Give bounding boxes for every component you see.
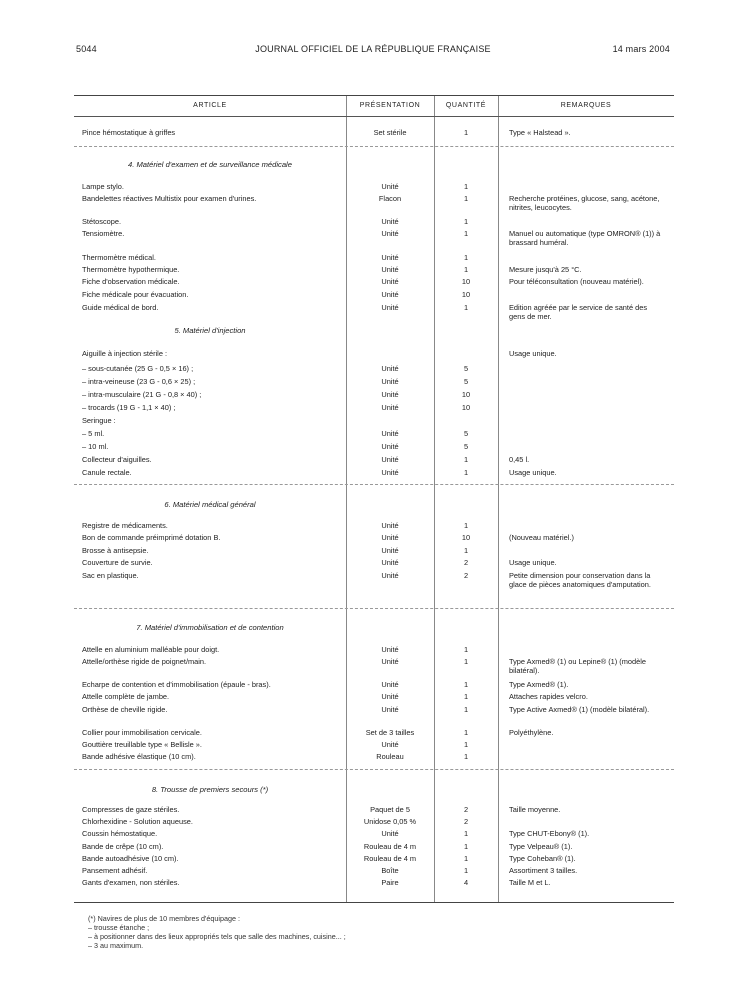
cell-article: Canule rectale. (82, 468, 132, 477)
cell-remarque: Polyéthylène. (509, 728, 554, 737)
cell-remarque: Attaches rapides velcro. (509, 692, 588, 701)
cell-remarque: Type Axmed® (1). (509, 680, 569, 689)
cell-quantite: 10 (461, 290, 471, 299)
cell-quantite: 1 (463, 265, 469, 274)
table-row (74, 705, 674, 717)
table-row (74, 728, 674, 740)
cell-article: Gouttière treuillable type « Bellisle ». (82, 740, 202, 749)
cell-quantite: 1 (463, 194, 469, 203)
cell-quantite: 1 (463, 680, 469, 689)
cell-article: Guide médical de bord. (82, 303, 159, 312)
table-row (74, 805, 674, 817)
cell-quantite: 1 (463, 866, 469, 875)
table-row (74, 429, 674, 441)
cell-presentation: Unité (381, 692, 399, 701)
cell-quantite: 2 (463, 817, 469, 826)
cell-presentation: Unité (381, 546, 399, 555)
cell-presentation: Unité (381, 253, 399, 262)
cell-article: Gants d'examen, non stériles. (82, 878, 180, 887)
cell-quantite: 1 (463, 740, 469, 749)
cell-article: Pince hémostatique à griffes (82, 128, 176, 137)
section-title: 6. Matériel médical général (164, 500, 256, 509)
cell-remarque: Type Axmed® (1) ou Lepine® (1) (modèle bilatéral). (509, 657, 647, 675)
cell-quantite: 10 (461, 403, 471, 412)
cell-remarque: Type Velpeau® (1). (509, 842, 573, 851)
section-rule (74, 146, 674, 147)
cell-quantite: 1 (463, 455, 469, 464)
cell-quantite: 5 (463, 442, 469, 451)
cell-article: Pansement adhésif. (82, 866, 148, 875)
cell-presentation: Boîte (381, 866, 399, 875)
table-row (74, 817, 674, 829)
section-rule (74, 608, 674, 609)
cell-quantite: 1 (463, 128, 469, 137)
table-row (74, 842, 674, 854)
cell-remarque: Mesure jusqu'à 25 °C. (509, 265, 582, 274)
cell-quantite: 1 (463, 229, 469, 238)
table-row (74, 533, 674, 545)
cell-quantite: 2 (463, 805, 469, 814)
cell-article: Attelle en aluminium malléable pour doigt. (82, 645, 220, 654)
cell-article: Couverture de survie. (82, 558, 153, 567)
cell-presentation: Unité (381, 217, 399, 226)
cell-article: Attelle complète de jambe. (82, 692, 170, 701)
section-rule (74, 484, 674, 485)
cell-quantite: 1 (463, 829, 469, 838)
cell-remarque: (Nouveau matériel.) (509, 533, 574, 542)
table-row (74, 521, 674, 533)
cell-quantite: 5 (463, 429, 469, 438)
cell-article: Bande autoadhésive (10 cm). (82, 854, 179, 863)
cell-presentation: Set de 3 tailles (365, 728, 415, 737)
cell-article: – intra-musculaire (21 G - 0,8 × 40) ; (82, 390, 202, 399)
table-row (74, 442, 674, 454)
cell-article: Fiche d'observation médicale. (82, 277, 180, 286)
cell-presentation: Unité (381, 277, 399, 286)
cell-presentation: Unité (381, 182, 399, 191)
table-row (74, 854, 674, 866)
table-row (74, 455, 674, 467)
table-row (74, 253, 674, 265)
column-header-article: ARTICLE (193, 102, 227, 109)
table-row (74, 265, 674, 277)
cell-presentation: Unité (381, 521, 399, 530)
cell-presentation: Unité (381, 290, 399, 299)
section-title: 7. Matériel d'immobilisation et de contention (136, 623, 284, 632)
cell-quantite: 5 (463, 377, 469, 386)
cell-remarque: Manuel ou automatique (type OMRON® (1)) à brassard huméral. (509, 229, 661, 247)
table-row (74, 571, 674, 589)
cell-article: Stétoscope. (82, 217, 122, 226)
table-row (74, 377, 674, 389)
section-title: 4. Matériel d'examen et de surveillance médicale (128, 160, 292, 169)
cell-presentation: Unité (381, 705, 399, 714)
column-header-remarques: REMARQUES (560, 102, 612, 109)
cell-article: – intra-veineuse (23 G - 0,6 × 25) ; (82, 377, 196, 386)
cell-remarque: Edition agréée par le service de santé des gens de mer. (509, 303, 648, 321)
cell-quantite: 1 (463, 842, 469, 851)
table-row (74, 364, 674, 376)
cell-presentation: Set stérile (373, 128, 407, 137)
cell-presentation: Unité (381, 442, 399, 451)
cell-remarque: Usage unique. (509, 558, 557, 567)
cell-article: Fiche médicale pour évacuation. (82, 290, 189, 299)
cell-presentation: Unité (381, 265, 399, 274)
cell-article: Seringue : (82, 416, 116, 425)
cell-remarque: Taille moyenne. (509, 805, 561, 814)
cell-presentation: Unité (381, 680, 399, 689)
table-row (74, 645, 674, 657)
table-row (74, 128, 674, 140)
cell-remarque: Type « Halstead ». (509, 128, 571, 137)
cell-remarque: Petite dimension pour conservation dans la glace de pièces anatomiques d'amputation. (509, 571, 651, 589)
cell-presentation: Unidose 0,05 % (363, 817, 417, 826)
cell-article: Brosse à antisepsie. (82, 546, 149, 555)
cell-presentation: Rouleau (376, 752, 404, 761)
table-row (74, 194, 674, 212)
footnote-line: – à positionner dans des lieux appropriés tels que salle des machines, cuisine... ; (88, 932, 346, 941)
table-row (74, 692, 674, 704)
cell-article: Thermomètre médical. (82, 253, 156, 262)
cell-article: – sous-cutanée (25 G - 0,5 × 16) ; (82, 364, 194, 373)
cell-presentation: Unité (381, 429, 399, 438)
cell-remarque: Taille M et L. (509, 878, 551, 887)
table-row (74, 416, 674, 428)
cell-quantite: 1 (463, 303, 469, 312)
cell-quantite: 2 (463, 558, 469, 567)
cell-quantite: 1 (463, 657, 469, 666)
cell-quantite: 1 (463, 728, 469, 737)
cell-article: Collier pour immobilisation cervicale. (82, 728, 202, 737)
cell-article: Compresses de gaze stériles. (82, 805, 180, 814)
table-row (74, 290, 674, 302)
page-header (76, 44, 670, 58)
cell-article: – 10 ml. (82, 442, 109, 451)
cell-article: Bandelettes réactives Multistix pour examen d'urines. (82, 194, 257, 203)
column-header-quantite: QUANTITÉ (445, 102, 487, 109)
cell-article: Attelle/orthèse rigide de poignet/main. (82, 657, 207, 666)
cell-remarque: Type Coheban® (1). (509, 854, 576, 863)
cell-article: Bande de crêpe (10 cm). (82, 842, 164, 851)
cell-presentation: Unité (381, 645, 399, 654)
cell-remarque: Assortiment 3 tailles. (509, 866, 578, 875)
column-header-presentation: PRÉSENTATION (359, 102, 421, 109)
table-row (74, 468, 674, 480)
table-row (74, 866, 674, 878)
cell-quantite: 1 (463, 854, 469, 863)
cell-article: Tensiomètre. (82, 229, 125, 238)
table-row (74, 752, 674, 764)
cell-presentation: Unité (381, 455, 399, 464)
table-row (74, 546, 674, 558)
table-row (74, 303, 674, 321)
cell-quantite: 1 (463, 521, 469, 530)
cell-remarque: 0,45 l. (509, 455, 530, 464)
table-row (74, 829, 674, 841)
table-row (74, 740, 674, 752)
cell-article: Orthèse de cheville rigide. (82, 705, 168, 714)
cell-presentation: Unité (381, 468, 399, 477)
table-row (74, 390, 674, 402)
cell-presentation: Unité (381, 571, 399, 580)
cell-presentation: Rouleau de 4 m (363, 854, 417, 863)
table-row (74, 182, 674, 194)
cell-quantite: 1 (463, 645, 469, 654)
cell-quantite: 1 (463, 705, 469, 714)
cell-quantite: 10 (461, 390, 471, 399)
cell-quantite: 1 (463, 217, 469, 226)
cell-presentation: Unité (381, 657, 399, 666)
table-row (74, 657, 674, 675)
table-row (74, 229, 674, 247)
cell-article: Lampe stylo. (82, 182, 124, 191)
cell-article: Collecteur d'aiguilles. (82, 455, 152, 464)
cell-remarque: Type CHUT-Ebony® (1). (509, 829, 590, 838)
cell-presentation: Unité (381, 377, 399, 386)
issue-date: 14 mars 2004 (612, 44, 670, 54)
table-row (74, 403, 674, 415)
cell-presentation: Unité (381, 364, 399, 373)
cell-quantite: 1 (463, 468, 469, 477)
cell-presentation: Unité (381, 403, 399, 412)
cell-presentation: Unité (381, 390, 399, 399)
page-number: 5044 (76, 44, 97, 54)
cell-quantite: 2 (463, 571, 469, 580)
cell-presentation: Unité (381, 533, 399, 542)
cell-presentation: Unité (381, 303, 399, 312)
cell-presentation: Paire (381, 878, 399, 887)
table-row (74, 349, 674, 361)
footnote-line: – 3 au maximum. (88, 941, 144, 950)
cell-quantite: 10 (461, 277, 471, 286)
cell-article: – trocards (19 G - 1,1 × 40) ; (82, 403, 176, 412)
cell-article: Thermomètre hypothermique. (82, 265, 180, 274)
cell-quantite: 10 (461, 533, 471, 542)
section-rule (74, 769, 674, 770)
table-row (74, 217, 674, 229)
cell-article: Sac en plastique. (82, 571, 139, 580)
cell-remarque: Pour téléconsultation (nouveau matériel). (509, 277, 644, 286)
table-row (74, 558, 674, 570)
cell-quantite: 1 (463, 253, 469, 262)
cell-article: Echarpe de contention et d'immobilisation (épaule - bras). (82, 680, 271, 689)
cell-remarque: Type Active Axmed® (1) (modèle bilatéral). (509, 705, 650, 714)
cell-quantite: 1 (463, 546, 469, 555)
header-rule (74, 116, 674, 117)
cell-quantite: 1 (463, 752, 469, 761)
cell-remarque: Usage unique. (509, 468, 557, 477)
cell-remarque: Recherche protéines, glucose, sang, acétone, nitrites, leucocytes. (509, 194, 660, 212)
cell-presentation: Unité (381, 558, 399, 567)
section-title: 5. Matériel d'injection (174, 326, 246, 335)
cell-quantite: 1 (463, 692, 469, 701)
cell-presentation: Unité (381, 829, 399, 838)
cell-article: Aiguille à injection stérile : (82, 349, 168, 358)
cell-quantite: 4 (463, 878, 469, 887)
footnote-line: (*) Navires de plus de 10 membres d'équipage : (88, 914, 240, 923)
cell-article: Bande adhésive élastique (10 cm). (82, 752, 196, 761)
cell-presentation: Rouleau de 4 m (363, 842, 417, 851)
cell-presentation: Unité (381, 740, 399, 749)
table-row (74, 878, 674, 890)
cell-article: Chlorhexidine - Solution aqueuse. (82, 817, 193, 826)
cell-article: – 5 ml. (82, 429, 105, 438)
section-title: 8. Trousse de premiers secours (*) (151, 785, 269, 794)
cell-presentation: Paquet de 5 (370, 805, 410, 814)
equipment-table (74, 95, 674, 903)
cell-presentation: Flacon (378, 194, 402, 203)
cell-article: Bon de commande préimprimé dotation B. (82, 533, 221, 542)
journal-title: JOURNAL OFFICIEL DE LA RÉPUBLIQUE FRANÇAISE (255, 44, 491, 54)
cell-presentation: Unité (381, 229, 399, 238)
cell-article: Registre de médicaments. (82, 521, 168, 530)
table-row (74, 680, 674, 692)
cell-remarque: Usage unique. (509, 349, 557, 358)
table-row (74, 277, 674, 289)
footnote-line: – trousse étanche ; (88, 923, 150, 932)
cell-quantite: 1 (463, 182, 469, 191)
cell-quantite: 5 (463, 364, 469, 373)
cell-article: Coussin hémostatique. (82, 829, 158, 838)
